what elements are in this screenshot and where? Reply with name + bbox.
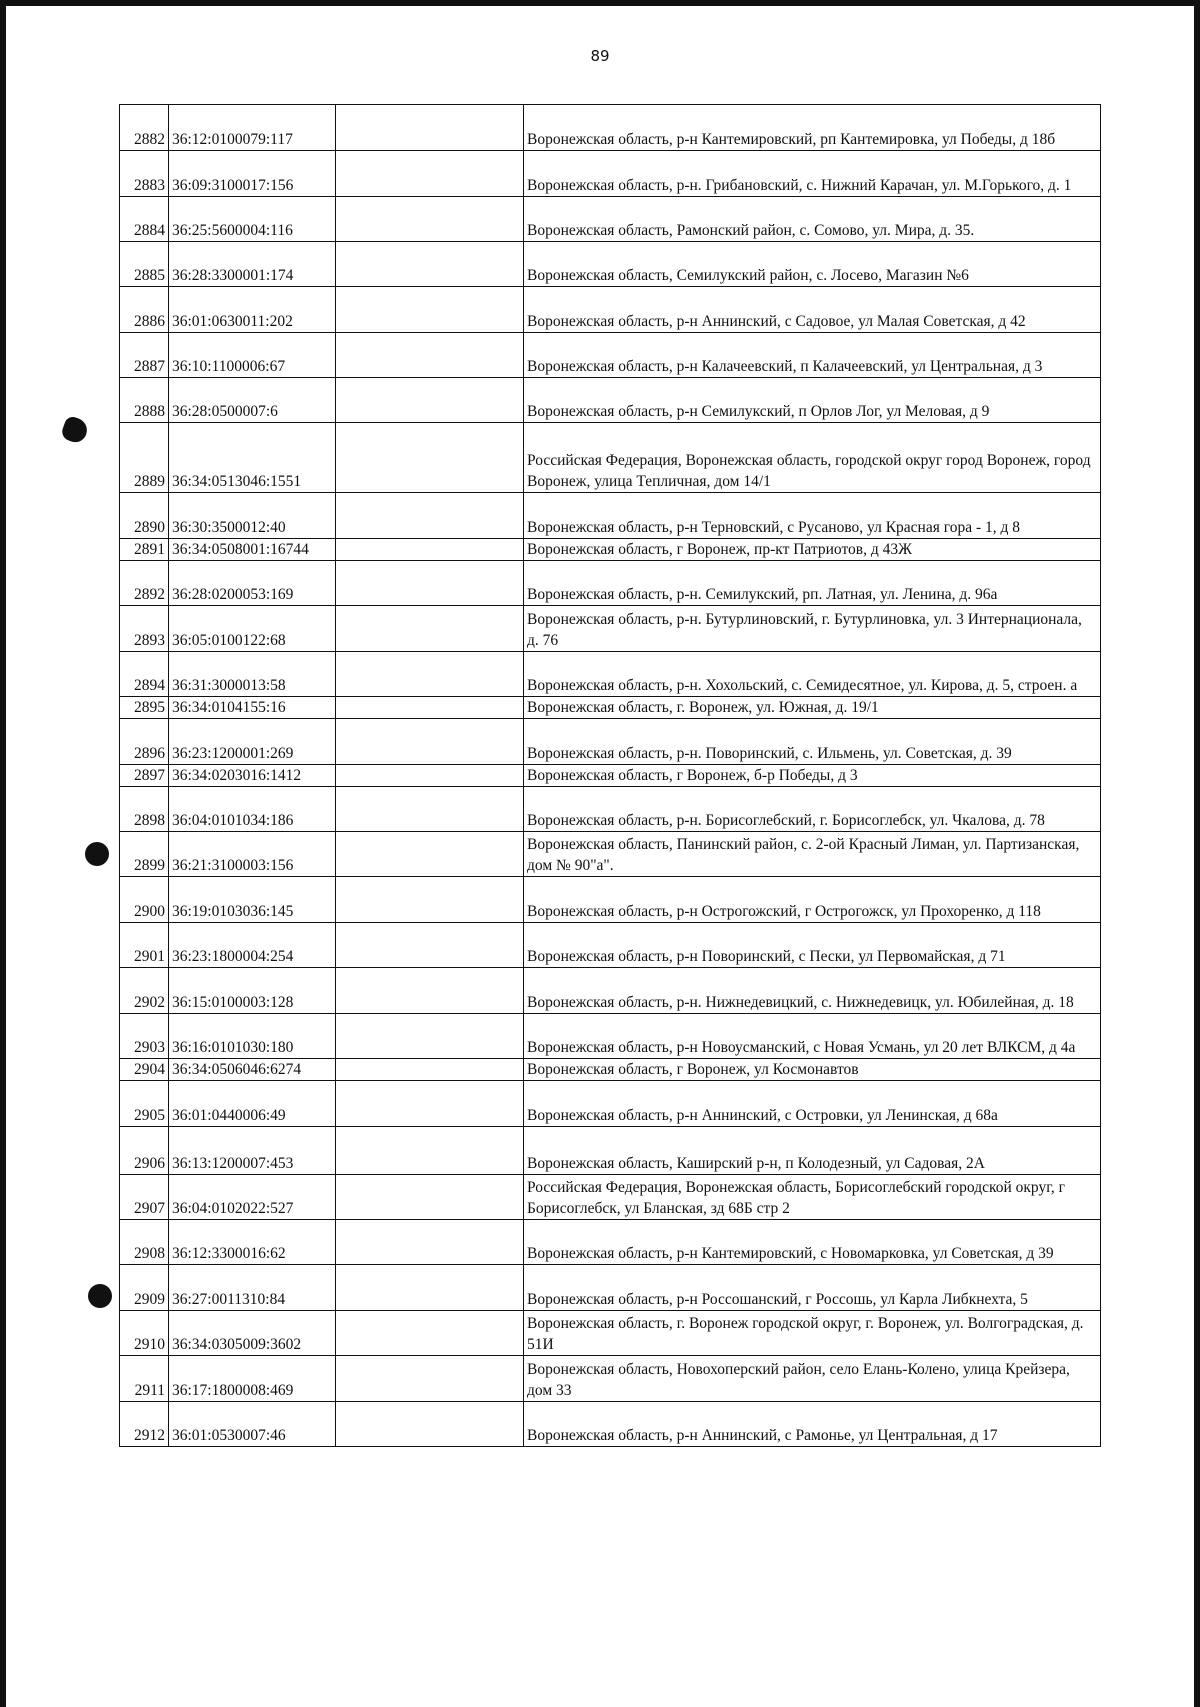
table-row [120,832,1101,877]
empty-cell [336,539,524,561]
cadastral-number-cell: 36:01:0630011:202 [169,287,336,333]
address-cell: Воронежская область, р-н. Нижнедевицкий, с. Нижнедевицк, ул. Юбилейная, д. 18 [524,968,1101,1014]
row-number-cell: 2902 [120,968,169,1014]
empty-cell [336,1127,524,1175]
empty-cell [336,151,524,197]
table-row [120,697,1101,719]
cadastral-number-cell: 36:01:0440006:49 [169,1081,336,1127]
table-row [120,1402,1101,1447]
table-row [120,719,1101,765]
row-number-cell: 2906 [120,1127,169,1175]
row-number-cell: 2889 [120,423,169,493]
table-row [120,606,1101,652]
row-number-cell: 2907 [120,1175,169,1220]
empty-cell [336,423,524,493]
empty-cell [336,877,524,923]
table-row [120,652,1101,697]
address-cell: Воронежская область, г. Воронеж, ул. Южная, д. 19/1 [524,697,1101,719]
address-cell: Воронежская область, р-н Семилукский, п Орлов Лог, ул Меловая, д 9 [524,378,1101,423]
row-number-cell: 2882 [120,105,169,151]
address-cell: Воронежская область, р-н Терновский, с Русаново, ул Красная гора - 1, д 8 [524,493,1101,539]
table-row [120,151,1101,197]
table-row [120,333,1101,378]
empty-cell [336,1220,524,1265]
cadastral-number-cell: 36:05:0100122:68 [169,606,336,652]
cadastral-number-cell: 36:34:0506046:6274 [169,1059,336,1081]
empty-cell [336,765,524,787]
empty-cell [336,1265,524,1311]
row-number-cell: 2896 [120,719,169,765]
table-row [120,423,1101,493]
address-cell: Воронежская область, Семилукский район, с. Лосево, Магазин №6 [524,242,1101,287]
address-cell: Воронежская область, р-н Кантемировский, рп Кантемировка, ул Победы, д 18б [524,105,1101,151]
empty-cell [336,968,524,1014]
cadastral-number-cell: 36:21:3100003:156 [169,832,336,877]
address-cell: Воронежская область, р-н. Поворинский, с. Ильмень, ул. Советская, д. 39 [524,719,1101,765]
address-cell: Воронежская область, р-н. Хохольский, с. Семидесятное, ул. Кирова, д. 5, строен. а [524,652,1101,697]
address-cell: Воронежская область, р-н Новоусманский, с Новая Усмань, ул 20 лет ВЛКСМ, д 4а [524,1014,1101,1059]
row-number-cell: 2904 [120,1059,169,1081]
cadastral-number-cell: 36:23:1800004:254 [169,923,336,968]
address-cell: Воронежская область, р-н Кантемировский, с Новомарковка, ул Советская, д 39 [524,1220,1101,1265]
cadastral-number-cell: 36:28:3300001:174 [169,242,336,287]
empty-cell [336,787,524,832]
row-number-cell: 2899 [120,832,169,877]
row-number-cell: 2905 [120,1081,169,1127]
table-row [120,1127,1101,1175]
cadastral-number-cell: 36:13:1200007:453 [169,1127,336,1175]
row-number-cell: 2912 [120,1402,169,1447]
row-number-cell: 2894 [120,652,169,697]
address-cell: Воронежская область, р-н Аннинский, с Садовое, ул Малая Советская, д 42 [524,287,1101,333]
empty-cell [336,923,524,968]
table-row [120,1220,1101,1265]
registry-table-body [120,105,1101,1447]
cadastral-number-cell: 36:01:0530007:46 [169,1402,336,1447]
cadastral-number-cell: 36:30:3500012:40 [169,493,336,539]
table-row [120,968,1101,1014]
table-row [120,105,1101,151]
row-number-cell: 2911 [120,1356,169,1402]
punch-hole-mark [88,1284,112,1308]
table-row [120,378,1101,423]
cadastral-number-cell: 36:34:0513046:1551 [169,423,336,493]
row-number-cell: 2900 [120,877,169,923]
cadastral-number-cell: 36:25:5600004:116 [169,197,336,242]
empty-cell [336,1311,524,1356]
address-cell: Воронежская область, р-н Острогожский, г Острогожск, ул Прохоренко, д 118 [524,877,1101,923]
cadastral-number-cell: 36:34:0508001:16744 [169,539,336,561]
empty-cell [336,697,524,719]
row-number-cell: 2909 [120,1265,169,1311]
cadastral-number-cell: 36:04:0101034:186 [169,787,336,832]
row-number-cell: 2893 [120,606,169,652]
empty-cell [336,652,524,697]
cadastral-number-cell: 36:10:1100006:67 [169,333,336,378]
empty-cell [336,378,524,423]
cadastral-number-cell: 36:31:3000013:58 [169,652,336,697]
address-cell: Воронежская область, р-н. Семилукский, рп. Латная, ул. Ленина, д. 96а [524,561,1101,606]
row-number-cell: 2908 [120,1220,169,1265]
cadastral-number-cell: 36:12:3300016:62 [169,1220,336,1265]
empty-cell [336,105,524,151]
address-cell: Воронежская область, Панинский район, с. 2-ой Красный Лиман, ул. Партизанская, дом № 90"а". [524,832,1101,877]
address-cell: Воронежская область, г Воронеж, пр-кт Патриотов, д 43Ж [524,539,1101,561]
empty-cell [336,493,524,539]
table-row [120,1265,1101,1311]
row-number-cell: 2883 [120,151,169,197]
cadastral-number-cell: 36:15:0100003:128 [169,968,336,1014]
cadastral-number-cell: 36:23:1200001:269 [169,719,336,765]
empty-cell [336,1402,524,1447]
address-cell: Воронежская область, Новохоперский район, село Елань-Колено, улица Крейзера, дом 33 [524,1356,1101,1402]
property-registry-table [119,104,1101,1447]
cadastral-number-cell: 36:27:0011310:84 [169,1265,336,1311]
table-row [120,787,1101,832]
empty-cell [336,1081,524,1127]
row-number-cell: 2886 [120,287,169,333]
address-cell: Воронежская область, Каширский р-н, п Колодезный, ул Садовая, 2А [524,1127,1101,1175]
empty-cell [336,561,524,606]
row-number-cell: 2884 [120,197,169,242]
address-cell: Воронежская область, р-н. Грибановский, с. Нижний Карачан, ул. М.Горького, д. 1 [524,151,1101,197]
row-number-cell: 2888 [120,378,169,423]
row-number-cell: 2892 [120,561,169,606]
cadastral-number-cell: 36:12:0100079:117 [169,105,336,151]
address-cell: Российская Федерация, Воронежская область, Борисоглебский городской округ, г Борисоглебск, ул Бланская, зд 68Б стр 2 [524,1175,1101,1220]
cadastral-number-cell: 36:28:0200053:169 [169,561,336,606]
empty-cell [336,287,524,333]
address-cell: Воронежская область, р-н Калачеевский, п Калачеевский, ул Центральная, д 3 [524,333,1101,378]
row-number-cell: 2910 [120,1311,169,1356]
table-row [120,877,1101,923]
empty-cell [336,1356,524,1402]
cadastral-number-cell: 36:34:0104155:16 [169,697,336,719]
table-row [120,1014,1101,1059]
page-number: 89 [590,47,610,65]
table-row [120,561,1101,606]
table-row [120,765,1101,787]
address-cell: Воронежская область, г Воронеж, б-р Победы, д 3 [524,765,1101,787]
address-cell: Воронежская область, г. Воронеж городской округ, г. Воронеж, ул. Волгоградская, д. 51И [524,1311,1101,1356]
address-cell: Воронежская область, г Воронеж, ул Космонавтов [524,1059,1101,1081]
table-row [120,1081,1101,1127]
table-row [120,287,1101,333]
table-row [120,539,1101,561]
cadastral-number-cell: 36:34:0305009:3602 [169,1311,336,1356]
row-number-cell: 2901 [120,923,169,968]
row-number-cell: 2887 [120,333,169,378]
row-number-cell: 2891 [120,539,169,561]
table-row [120,1356,1101,1402]
empty-cell [336,719,524,765]
empty-cell [336,1014,524,1059]
cadastral-number-cell: 36:04:0102022:527 [169,1175,336,1220]
empty-cell [336,242,524,287]
empty-cell [336,832,524,877]
address-cell: Воронежская область, р-н Поворинский, с Пески, ул Первомайская, д 71 [524,923,1101,968]
table-row [120,1175,1101,1220]
cadastral-number-cell: 36:17:1800008:469 [169,1356,336,1402]
table-row [120,493,1101,539]
address-cell: Воронежская область, р-н. Борисоглебский, г. Борисоглебск, ул. Чкалова, д. 78 [524,787,1101,832]
empty-cell [336,197,524,242]
row-number-cell: 2885 [120,242,169,287]
row-number-cell: 2903 [120,1014,169,1059]
cadastral-number-cell: 36:28:0500007:6 [169,378,336,423]
punch-hole-mark [85,842,109,866]
empty-cell [336,606,524,652]
address-cell: Воронежская область, р-н Аннинский, с Островки, ул Ленинская, д 68а [524,1081,1101,1127]
address-cell: Воронежская область, р-н Аннинский, с Рамонье, ул Центральная, д 17 [524,1402,1101,1447]
table-row [120,1059,1101,1081]
address-cell: Воронежская область, р-н. Бутурлиновский, г. Бутурлиновка, ул. 3 Интернационала, д. 76 [524,606,1101,652]
cadastral-number-cell: 36:16:0101030:180 [169,1014,336,1059]
empty-cell [336,1175,524,1220]
table-row [120,197,1101,242]
row-number-cell: 2895 [120,697,169,719]
cadastral-number-cell: 36:09:3100017:156 [169,151,336,197]
table-row [120,923,1101,968]
table-row [120,1311,1101,1356]
cadastral-number-cell: 36:19:0103036:145 [169,877,336,923]
address-cell: Российская Федерация, Воронежская область, городской округ город Воронеж, город Воронеж, улица Тепличная, дом 14/1 [524,423,1101,493]
table-row [120,242,1101,287]
row-number-cell: 2898 [120,787,169,832]
empty-cell [336,333,524,378]
cadastral-number-cell: 36:34:0203016:1412 [169,765,336,787]
row-number-cell: 2897 [120,765,169,787]
address-cell: Воронежская область, Рамонский район, с. Сомово, ул. Мира, д. 35. [524,197,1101,242]
row-number-cell: 2890 [120,493,169,539]
address-cell: Воронежская область, р-н Россошанский, г Россошь, ул Карла Либкнехта, 5 [524,1265,1101,1311]
empty-cell [336,1059,524,1081]
